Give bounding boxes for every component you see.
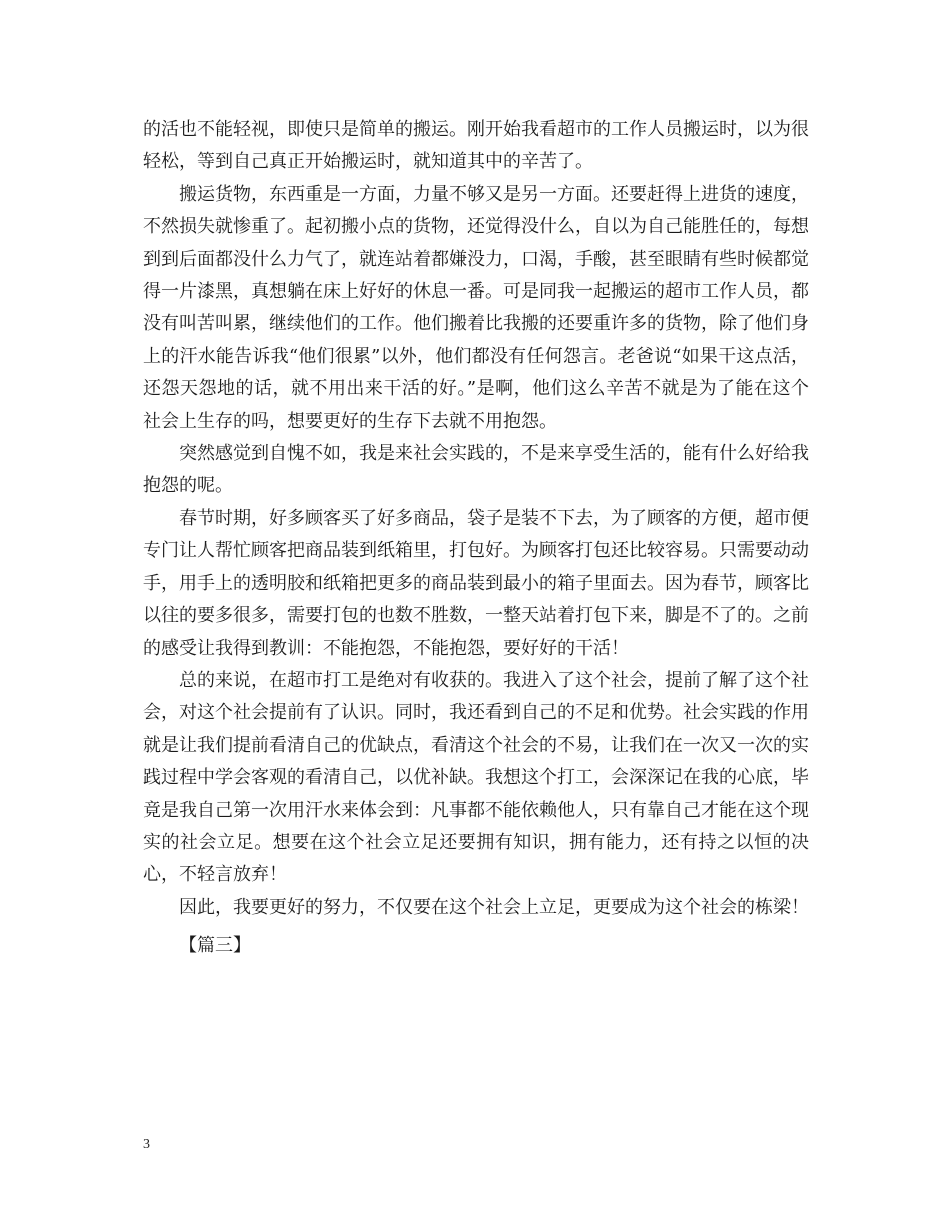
paragraph: 搬运货物，东西重是一方面，力量不够又是另一方面。还要赶得上进货的速度，不然损失就惨重了。起初搬小点的货物，还觉得没什么，自以为自己能胜任的，每想到到后面都没什么力气了，就连站着都嫌没力，口渴，手酸，甚至眼睛有些时候都觉得一片漆黑，真想躺在床上好好的休息一番。可是同我一起搬运的超市工作人员，都没有叫苦叫累，继续他们的工作。他们搬着比我搬的还要重许多的货物，除了他们身上的汗水能告诉我“他们很累”以外，他们都没有任何怨言。老爸说“如果干这点活，还怨天怨地的话，就不用出来干活的好。”是啊，他们这么辛苦不就是为了能在这个社会上生存的吗，想要更好的生存下去就不用抱怨。 bbox=[143, 183, 809, 432]
paragraph: 春节时期，好多顾客买了好多商品，袋子是装不下去，为了顾客的方便，超市便专门让人帮忙顾客把商品装到纸箱里，打包好。为顾客打包还比较容易。只需要动动手，用手上的透明胶和纸箱把更多的商品装到最小的箱子里面去。因为春节，顾客比以往的要多很多，需要打包的也数不胜数，一整天站着打包下来，脚是不了的。之前的感受让我得到教训：不能抱怨，不能抱怨，要好好的干活！ bbox=[143, 507, 809, 659]
paragraph: 总的来说，在超市打工是绝对有收获的。我进入了这个社会，提前了解了这个社会，对这个社会提前有了认识。同时，我还看到自己的不足和优势。社会实践的作用就是让我们提前看清自己的优缺点，看清这个社会的不易，让我们在一次又一次的实践过程中学会客观的看清自己，以优补缺。我想这个打工，会深深记在我的心底，毕竟是我自己第一次用汗水来体会到：凡事都不能依赖他人，只有靠自己才能在这个现实的社会立足。想要在这个社会立足还要拥有知识，拥有能力，还有持之以恒的决心，不轻言放弃！ bbox=[143, 669, 809, 886]
page-number: 3 bbox=[143, 1137, 150, 1152]
paragraph: 的活也不能轻视，即使只是简单的搬运。刚开始我看超市的工作人员搬运时，以为很轻松，等到自己真正开始搬运时，就知道其中的辛苦了。 bbox=[143, 119, 809, 173]
section-heading: 【篇三】 bbox=[179, 935, 251, 957]
document-body bbox=[143, 114, 809, 963]
paragraph: 突然感觉到自愧不如，我是来社会实践的，不是来享受生活的，能有什么好给我抱怨的呢。 bbox=[143, 443, 809, 497]
paragraph: 因此，我要更好的努力，不仅要在这个社会上立足，更要成为这个社会的栋梁！ bbox=[179, 896, 809, 918]
